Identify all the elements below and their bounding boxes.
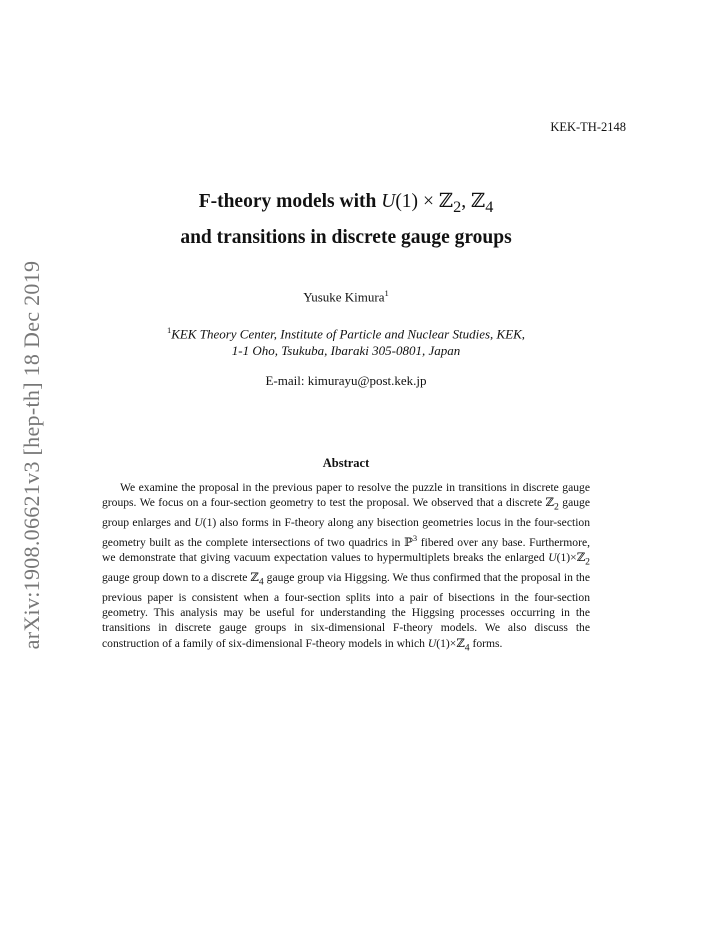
math-one: (1) xyxy=(556,550,571,564)
abstract-s2: gauge group enlarges and xyxy=(102,496,590,530)
math-u: U xyxy=(427,636,437,650)
abstract-s6: gauge group via Higgsing. We thus confirmed that the proposal in the previous paper is consistent when a four-section splits into a pair of bisections in the four-section geometry. This analysis may be useful for understanding the Higgsing processes occurring in the transitions in discrete gauge groups in six-dimensional F-theory models. We also discuss the construction of a family of six-dimensional F-theory models in which xyxy=(102,570,590,650)
paper-title-line-2: and transitions in discrete gauge groups xyxy=(180,227,512,248)
title-z2-sub: 2 xyxy=(453,197,462,216)
math-sub: 2 xyxy=(585,556,590,568)
title-u1-arg: (1) xyxy=(395,191,419,212)
author-affiliation-mark: 1 xyxy=(384,288,389,298)
math-one: (1) xyxy=(202,516,217,530)
affiliation-line-2: 1-1 Oho, Tsukuba, Ibaraki 305-0801, Japan xyxy=(231,343,461,358)
paper-title-line-1 xyxy=(0,189,692,217)
abstract-s5: gauge group down to a discrete xyxy=(102,570,251,584)
title-z2-symbol: ℤ xyxy=(438,191,454,212)
abstract-heading: Abstract xyxy=(322,456,370,470)
arxiv-stamp: arXiv:1908.06621v3 [hep-th] 18 Dec 2019 xyxy=(19,260,44,650)
abstract-s4: fibered over any base. Furthermore, we demonstrate that giving vacuum expectation values to hypermultiplets breaks the enlarged xyxy=(102,535,590,564)
math-sub: 4 xyxy=(464,642,470,654)
math-sub: 4 xyxy=(258,576,264,588)
title-z4-symbol: ℤ xyxy=(470,191,486,212)
affiliation-line-1 xyxy=(0,325,692,342)
abstract-body xyxy=(102,480,590,656)
author-name: Yusuke Kimura xyxy=(303,289,385,305)
math-times: × xyxy=(449,636,457,650)
math-z: ℤ xyxy=(545,496,555,510)
report-number: KEK-TH-2148 xyxy=(550,120,626,134)
math-sub: 2 xyxy=(554,501,559,513)
math-times: × xyxy=(570,550,577,564)
affiliation-text-1: KEK Theory Center, Institute of Particle and Nuclear Studies, KEK, xyxy=(171,326,526,342)
math-u: U xyxy=(548,550,557,564)
title-times: × xyxy=(418,191,439,212)
email: E-mail: kimurayu@post.kek.jp xyxy=(265,373,427,388)
math-z: ℤ xyxy=(250,570,259,584)
title-prefix: F-theory models with xyxy=(198,191,382,212)
abstract-s3: also forms in F-theory along any bisection geometries locus in the four-section geometry built as the complete intersections of two quadrics in xyxy=(102,516,591,549)
math-one: (1) xyxy=(436,636,450,650)
math-z: ℤ xyxy=(576,550,586,564)
author xyxy=(0,288,692,305)
title-comma: , xyxy=(461,191,471,212)
abstract-s7: forms. xyxy=(469,636,503,650)
math-u: U xyxy=(194,516,203,530)
affiliation-mark: 1 xyxy=(166,325,172,335)
title-z4-sub: 4 xyxy=(485,197,494,216)
math-z: ℤ xyxy=(456,636,465,650)
math-sup: 3 xyxy=(412,532,418,543)
abstract-s1: We examine the proposal in the previous paper to resolve the puzzle in transitions in discrete gauge groups. We focus on a four-section geometry to test the proposal. We observed that a discrete xyxy=(102,481,590,510)
title-u1-symbol: U xyxy=(381,191,396,212)
math-p: ℙ xyxy=(404,535,413,549)
